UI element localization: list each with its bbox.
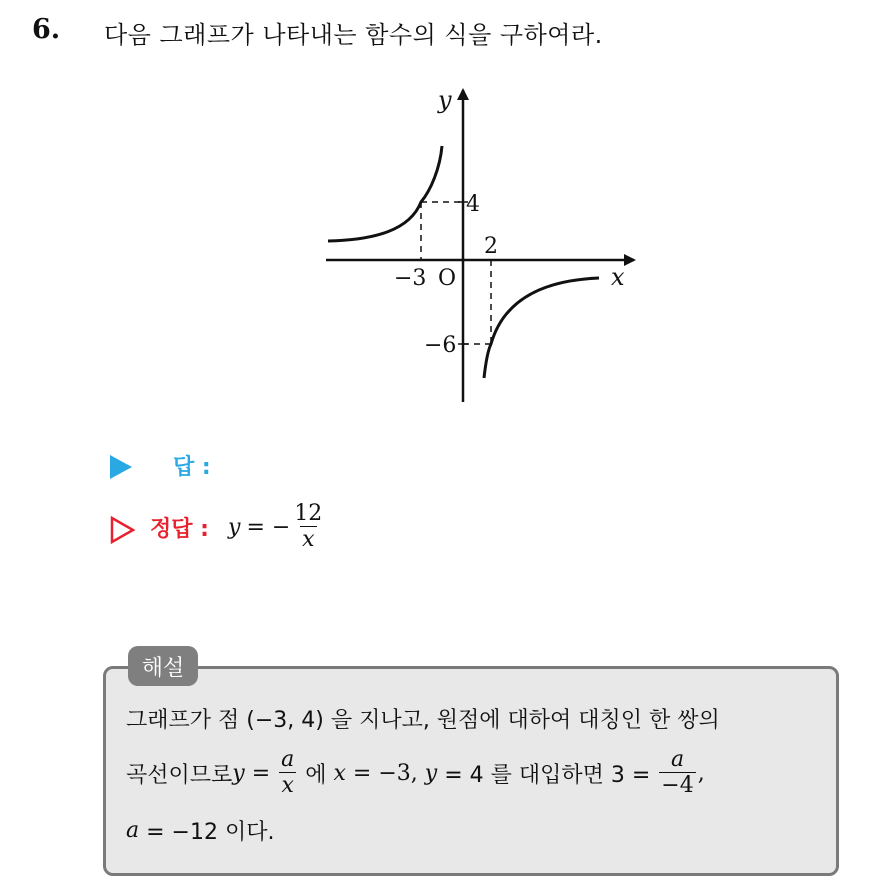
axis-label-y: y xyxy=(438,86,452,114)
solution-var-y-2: y xyxy=(424,760,438,786)
question-number: 6. xyxy=(32,14,61,45)
solution-line-3 xyxy=(126,815,274,846)
solution-fraction-2 xyxy=(659,748,695,798)
correct-answer-formula xyxy=(228,502,326,552)
question-text: 다음 그래프가 나타내는 함수의 식을 구하여라. xyxy=(104,21,603,49)
formula-numerator: 12 xyxy=(294,501,323,526)
tick-label-y-4: 4 xyxy=(466,192,480,217)
solution-line-2-mid3: = 4 를 대입하면 3 = xyxy=(437,762,658,788)
tick-label-x-neg3: −3 xyxy=(394,266,427,291)
curve-branch-right xyxy=(484,278,599,378)
tick-label-x-2: 2 xyxy=(484,234,498,259)
solution-fraction-1-num: a xyxy=(281,747,295,772)
solution-line-2-end: , xyxy=(697,760,705,786)
solution-eq-1: = xyxy=(244,760,278,786)
solution-var-y: y xyxy=(232,760,245,786)
axis-label-x: x xyxy=(611,263,625,291)
correct-answer-triangle-icon xyxy=(110,516,136,544)
solution-line-2-pre: 곡선이므로 xyxy=(126,762,233,788)
solution-fraction-2-num: a xyxy=(670,747,685,772)
solution-line-2 xyxy=(126,748,705,798)
solution-fraction-1 xyxy=(279,748,296,798)
answer-triangle-icon xyxy=(110,455,132,479)
solution-fraction-2-den: −4 xyxy=(661,773,694,799)
tick-label-y-neg6: −6 xyxy=(424,333,457,358)
answer-label: 답 : xyxy=(173,455,211,480)
solution-var-a: a xyxy=(126,818,140,843)
origin-label: O xyxy=(438,266,457,291)
solution-line-1 xyxy=(126,703,720,734)
formula-eq: = − xyxy=(246,514,291,540)
formula-denominator: x xyxy=(302,527,315,553)
formula-fraction xyxy=(292,502,324,552)
correct-answer-label: 정답 : xyxy=(150,517,209,542)
solution-line-1-text: 그래프가 점 (−3, 4) 을 지나고, 원점에 대하여 대칭인 한 쌍의 xyxy=(126,708,720,733)
solution-line-2-mid1: 에 xyxy=(298,762,334,788)
curve-branch-left xyxy=(328,146,442,241)
solution-line-3-rest: = −12 이다. xyxy=(139,820,275,845)
solution-var-x: x xyxy=(333,760,346,786)
solution-fraction-1-den: x xyxy=(281,773,294,799)
formula-lhs: y xyxy=(228,514,241,540)
solution-tab: 해설 xyxy=(128,646,198,686)
solution-line-2-mid2: = −3, xyxy=(345,760,425,786)
hyperbola-graph xyxy=(0,0,884,440)
